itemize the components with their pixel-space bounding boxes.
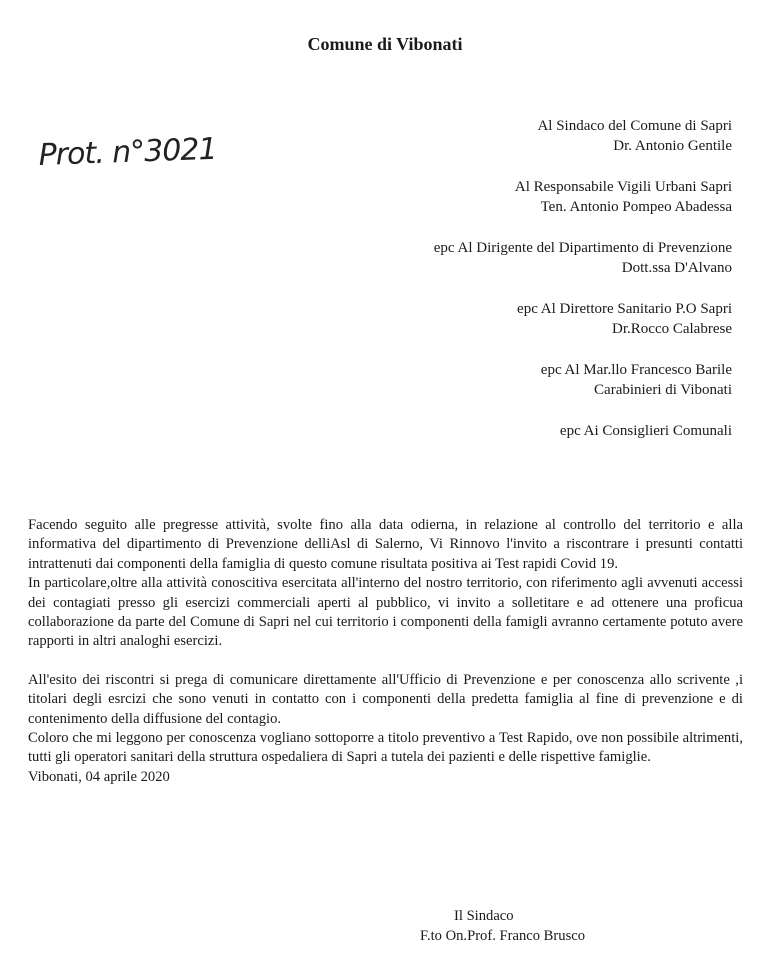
- recipient-line: epc Al Dirigente del Dipartimento di Prevenzione: [433, 240, 732, 256]
- signature-name: F.to On.Prof. Franco Brusco: [420, 928, 586, 944]
- recipients-block: [212, 116, 732, 462]
- recipient-line: epc Al Direttore Sanitario P.O Sapri: [517, 301, 732, 317]
- recipient-line: Al Responsabile Vigili Urbani Sapri: [514, 179, 732, 195]
- document-title: Comune di Vibonati: [307, 34, 463, 54]
- recipient-line: Carabinieri di Vibonati: [594, 382, 732, 398]
- recipient-line: Dr. Antonio Gentile: [613, 138, 732, 154]
- recipient-line: Dr.Rocco Calabrese: [612, 321, 732, 337]
- handwritten-protocol-number: Prot. n°3021: [38, 131, 218, 173]
- paragraph-spacer: [28, 652, 743, 671]
- body-paragraph: Facendo seguito alle pregresse attività, svolte fino alla data odierna, in relazione al controllo del territorio e alla informativa del dipartimento di Prevenzione delliAsl di Salerno, Vi Rinnovo l'invito a riscontrare i presunti contatti intrattenuti dai componenti della famiglia di questo comune risultata positiva ai Test rapidi Covid 19.: [28, 517, 743, 572]
- recipient-line: Al Sindaco del Comune di Sapri: [537, 118, 732, 134]
- recipient-line: Ten. Antonio Pompeo Abadessa: [540, 199, 732, 215]
- letter-date: Vibonati, 04 aprile 2020: [28, 768, 170, 785]
- body-paragraph: All'esito dei riscontri si prega di comunicare direttamente all'Ufficio di Prevenzione e per conoscenza allo scrivente ,i titolari degli esrcizi che sono venuti in contatto con i componenti della predetta famiglia al fine di prevenzione e di contenimento della diffusione del contagio.: [28, 671, 743, 727]
- body-paragraph: Coloro che mi leggono per conoscenza vogliano sottoporre a titolo preventivo a Test Rapido, ove non possibile altrimenti, tutti gli operatori sanitari della struttura ospedaliera di Sapri a tutela dei pazienti e delle rispettive famiglie.: [28, 730, 743, 766]
- recipient-dipartimento-prevenzione: [212, 238, 732, 278]
- recipient-sindaco-sapri: [212, 116, 732, 156]
- recipient-consiglieri: [212, 421, 732, 441]
- recipient-line: Dott.ssa D'Alvano: [621, 260, 732, 276]
- letter-body: [28, 516, 743, 787]
- body-paragraph: In particolare,oltre alla attività conoscitiva esercitata all'interno del nostro territorio, con riferimento agli avvenuti accessi dei contagiati presso gli esercizi commerciali aperti al pubblico, vi invito a solletitare e ad ottenere una proficua collaborazione da parte del Comune di Sapri nel cui territorio i componenti della famigli avranno certamente potuto avere rapporti in altri analoghi esercizi.: [28, 575, 743, 650]
- recipient-vigili-urbani: [212, 177, 732, 217]
- recipient-direttore-sanitario: [212, 299, 732, 339]
- recipient-line: epc Al Mar.llo Francesco Barile: [540, 362, 732, 378]
- recipient-carabinieri: [212, 360, 732, 400]
- signature-block: [420, 906, 585, 946]
- signature-role: Il Sindaco: [454, 908, 514, 924]
- recipient-line: epc Ai Consiglieri Comunali: [559, 423, 732, 439]
